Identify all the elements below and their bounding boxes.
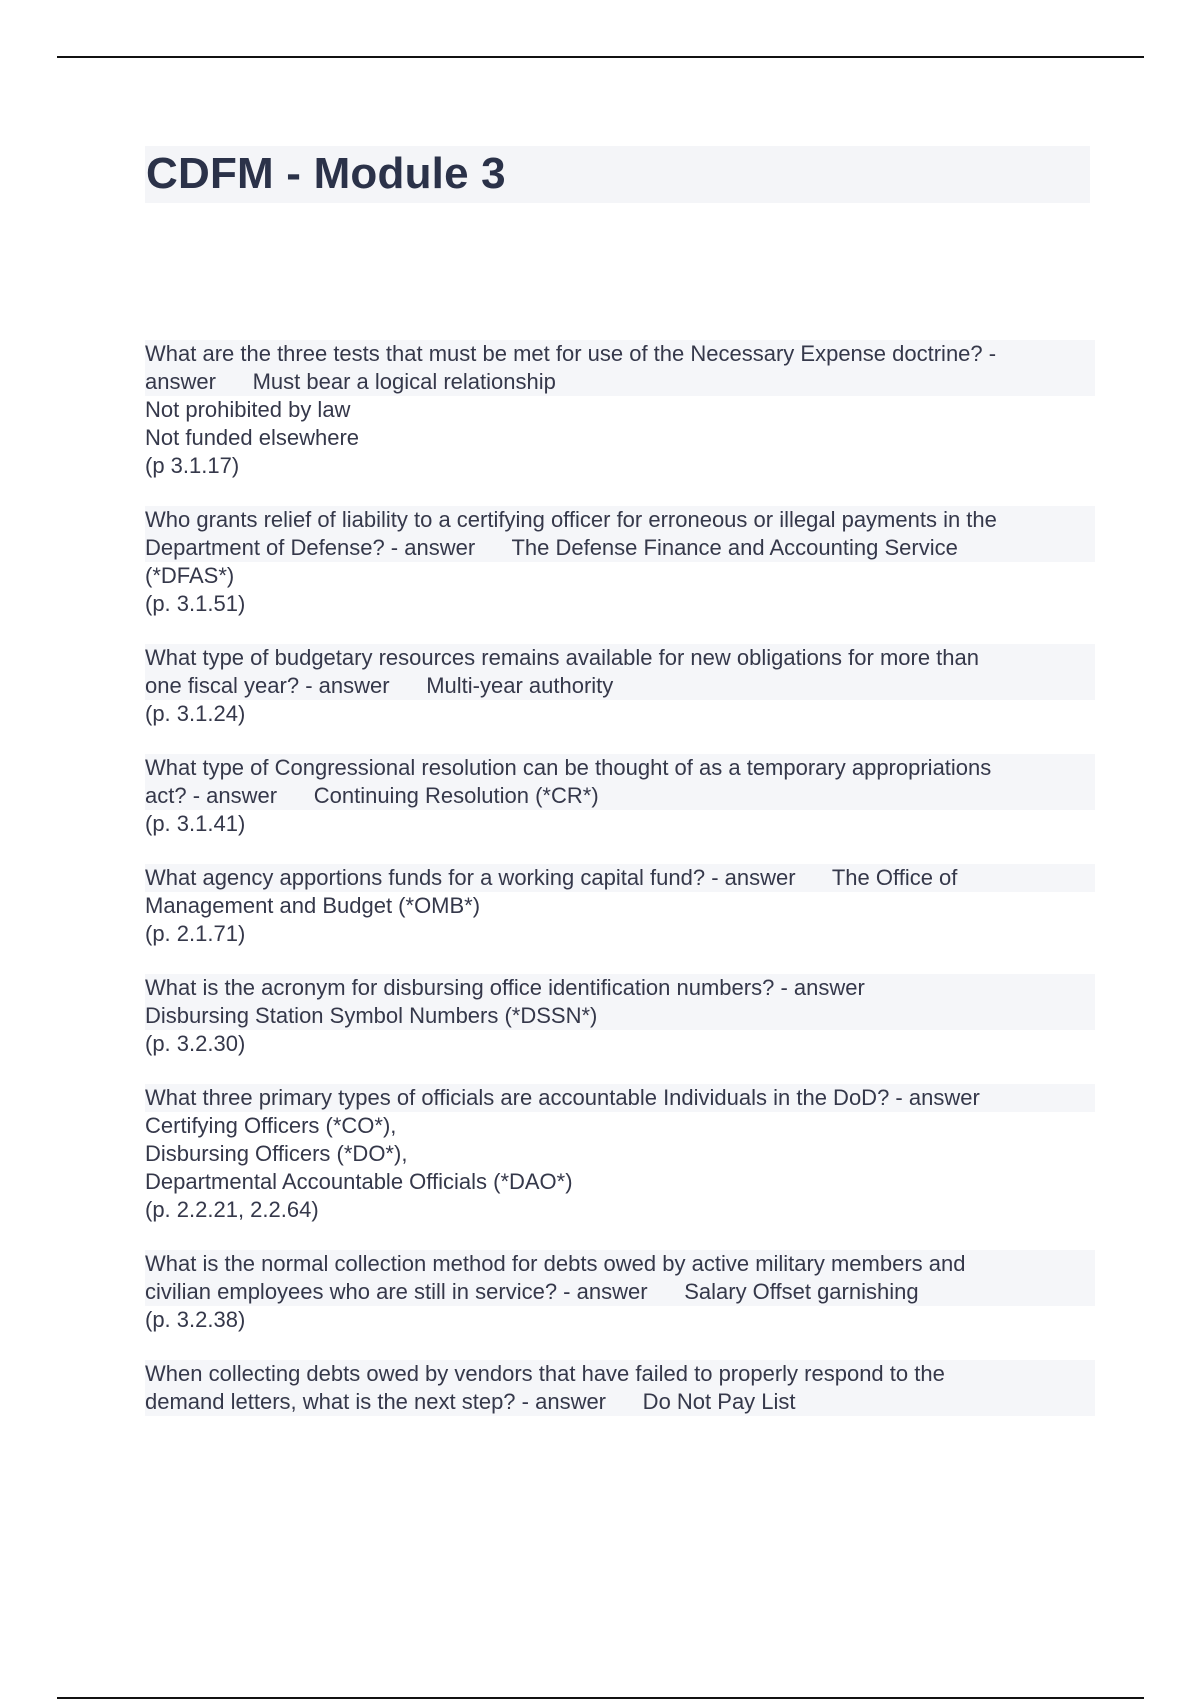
- page-title: CDFM - Module 3: [146, 149, 506, 198]
- qa-line: civilian employees who are still in service? - answer Salary Offset garnishing: [145, 1278, 1095, 1306]
- qa-page-ref: (p. 2.2.21, 2.2.64): [145, 1197, 319, 1222]
- qa-entry-7: [145, 1084, 1095, 1224]
- qa-line: Disbursing Station Symbol Numbers (*DSSN*): [145, 1002, 1095, 1030]
- qa-line: one fiscal year? - answer Multi-year authority: [145, 672, 1095, 700]
- qa-line: (*DFAS*): [145, 563, 235, 588]
- qa-entry-3: [145, 644, 1095, 728]
- qa-entry-1: [145, 340, 1095, 480]
- qa-line: Disbursing Officers (*DO*),: [145, 1141, 408, 1166]
- qa-list: [145, 340, 1095, 1442]
- qa-entry-4: [145, 754, 1095, 838]
- bottom-rule: [57, 1697, 1144, 1699]
- qa-entry-5: [145, 864, 1095, 948]
- qa-page-ref: (p. 3.2.30): [145, 1031, 246, 1056]
- qa-line: What is the acronym for disbursing office identification numbers? - answer: [145, 974, 1095, 1002]
- qa-line: What three primary types of officials are accountable Individuals in the DoD? - answer: [145, 1084, 1095, 1112]
- qa-page-ref: (p. 2.1.71): [145, 921, 246, 946]
- top-rule: [57, 56, 1144, 58]
- qa-page-ref: (p 3.1.17): [145, 453, 240, 478]
- qa-entry-2: [145, 506, 1095, 618]
- qa-line: act? - answer Continuing Resolution (*CR*): [145, 782, 1095, 810]
- qa-line: What is the normal collection method for debts owed by active military members and: [145, 1250, 1095, 1278]
- qa-entry-9: [145, 1360, 1095, 1416]
- qa-line: Who grants relief of liability to a certifying officer for erroneous or illegal payments in the: [145, 506, 1095, 534]
- qa-line: When collecting debts owed by vendors that have failed to properly respond to the: [145, 1360, 1095, 1388]
- qa-line: Management and Budget (*OMB*): [145, 893, 481, 918]
- qa-line: answer Must bear a logical relationship: [145, 368, 1095, 396]
- qa-line: What agency apportions funds for a working capital fund? - answer The Office of: [145, 864, 1095, 892]
- qa-line: What type of Congressional resolution can be thought of as a temporary appropriations: [145, 754, 1095, 782]
- qa-line: Not funded elsewhere: [145, 425, 360, 450]
- qa-page-ref: (p. 3.1.41): [145, 811, 246, 836]
- qa-line: Certifying Officers (*CO*),: [145, 1113, 397, 1138]
- qa-entry-6: [145, 974, 1095, 1058]
- qa-page-ref: (p. 3.1.24): [145, 701, 246, 726]
- qa-line: Not prohibited by law: [145, 397, 351, 422]
- qa-line: What are the three tests that must be met for use of the Necessary Expense doctrine? -: [145, 340, 1095, 368]
- qa-page-ref: (p. 3.1.51): [145, 591, 246, 616]
- qa-page-ref: (p. 3.2.38): [145, 1307, 246, 1332]
- qa-line: What type of budgetary resources remains available for new obligations for more than: [145, 644, 1095, 672]
- qa-line: Departmental Accountable Officials (*DAO*): [145, 1169, 573, 1194]
- qa-line: demand letters, what is the next step? - answer Do Not Pay List: [145, 1388, 1095, 1416]
- qa-line: Department of Defense? - answer The Defense Finance and Accounting Service: [145, 534, 1095, 562]
- qa-entry-8: [145, 1250, 1095, 1334]
